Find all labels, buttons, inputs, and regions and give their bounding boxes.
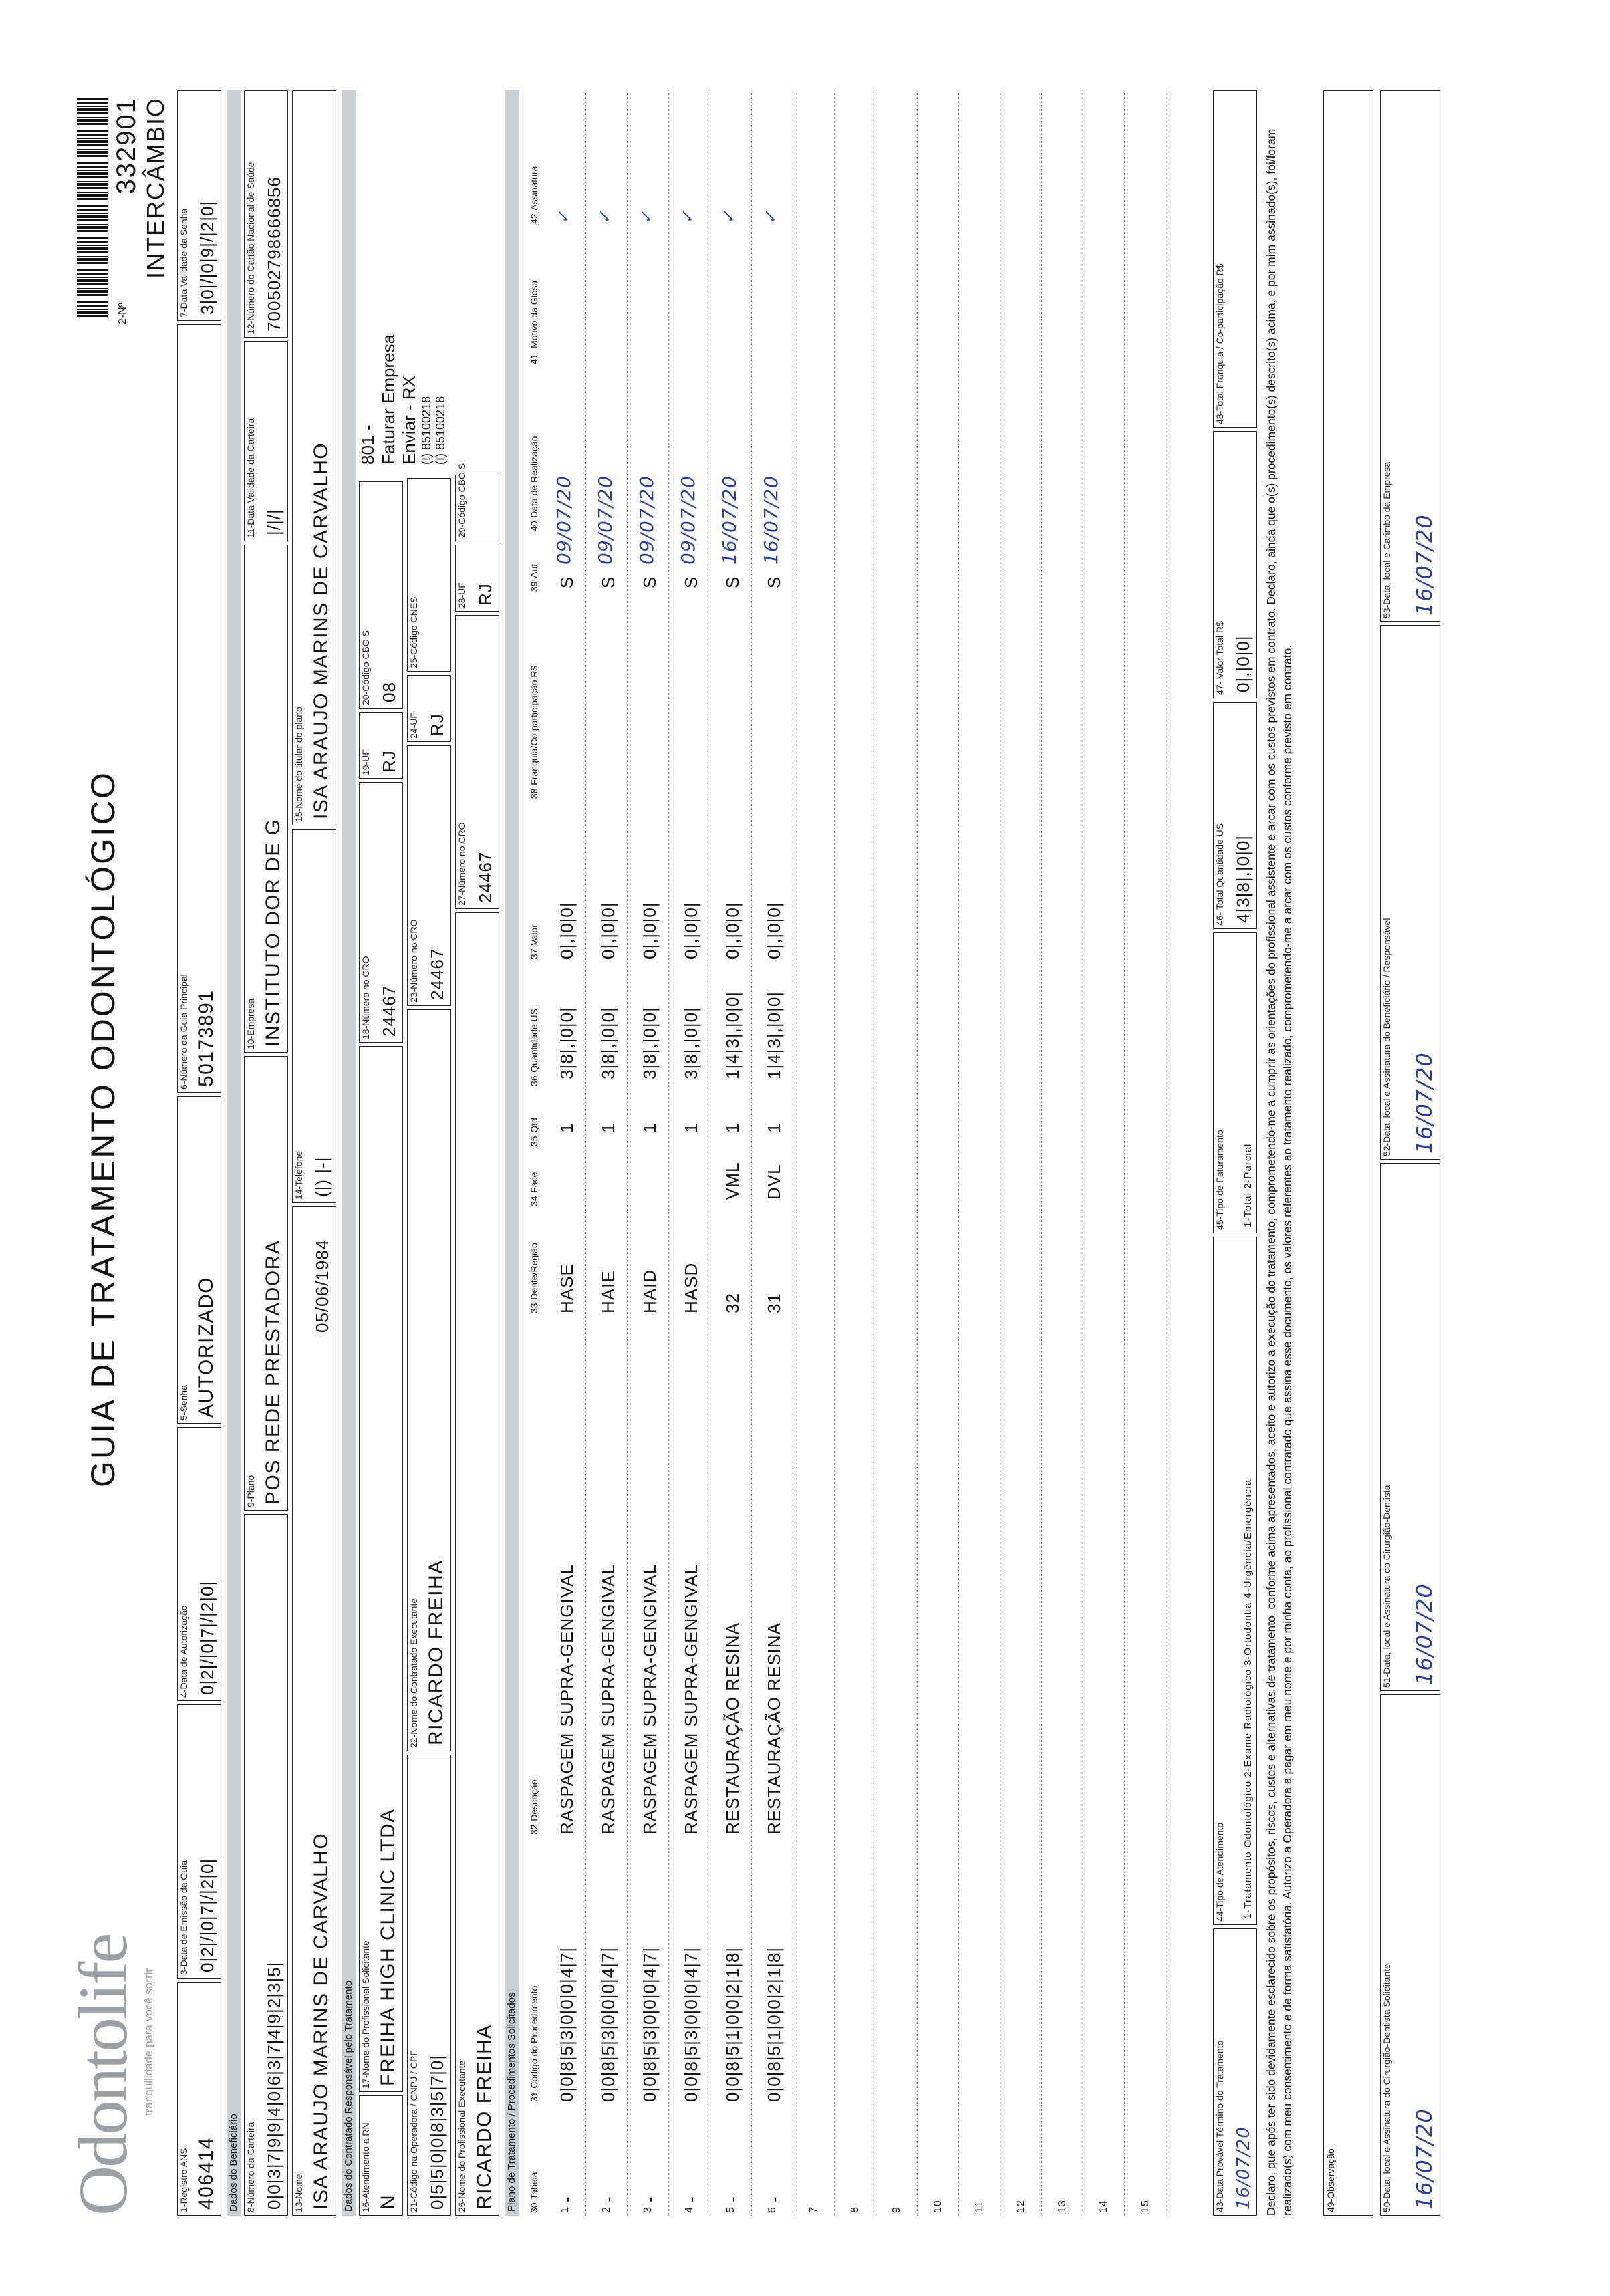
- field-plan[interactable]: 9-Plano POS REDE PRESTADORA: [244, 1056, 288, 1511]
- cell-aut[interactable]: S: [722, 576, 743, 588]
- page-title: GUIA DE TRATAMENTO ODONTOLÓGICO: [84, 771, 122, 1487]
- brand-tagline: tranquilidade para você sorrir: [142, 1968, 155, 2116]
- field-main-guide-number[interactable]: 6-Número da Guia Principal 50173891: [177, 324, 221, 1093]
- field-uf[interactable]: 19-UF RJ: [359, 712, 403, 779]
- field-health-card-number[interactable]: 12-Número do Cartão Nacional de Saúde 700502798666856: [244, 90, 288, 338]
- section-beneficiary: Dados do Beneficiário: [227, 90, 241, 2216]
- cell-sig[interactable]: ✓: [720, 209, 739, 224]
- field-observation[interactable]: 49-Observação: [1323, 90, 1373, 2216]
- cell-reg[interactable]: HAIE: [598, 1270, 618, 1313]
- field-holder-name[interactable]: 15-Nome do titular do plano ISA ARAUJO MARINS DE CARVALHO: [292, 90, 336, 825]
- cell-reg[interactable]: HASE: [557, 1263, 577, 1313]
- cell-ln: 3: [642, 2206, 654, 2213]
- field-cro-number-2[interactable]: 23-Número no CRO 24467: [407, 745, 451, 1006]
- field-cro-number-3[interactable]: 27-Número no CRO 24467: [455, 615, 499, 909]
- table-row: [1042, 90, 1083, 2216]
- cell-ln: 14: [1098, 2200, 1109, 2213]
- cell-code[interactable]: 0|0|8|5|1|0|0|2|1|8|: [722, 1946, 743, 2102]
- table-row: [710, 90, 752, 2216]
- declaration-text: Declaro, que após ter sido devidamente esclarecido sobre os propósitos, riscos, custos e alternativas de tratamento, conforme acima apresentados, aceito e autorizo a execução do tratamento, comprometendo-me a cumprir as orientações do profissional assistente e arcar com os custos previstos em contrato. Declaro, ainda que o(s) procedimento(s) descrito(s) acima, e por mim assinado(s), foi/foram realizado(s) com meu consentimento e de forma satisfatória. Autorizo a Operadora a pagar em meu nome e por minha conta, ao profissional contratado que assina esse documento, os valores referentes ao tratamento realizado, comprometendo-me a arcar com os custos conforme previsto em contrato.: [1264, 128, 1294, 2216]
- cell-qtd[interactable]: 1: [681, 1122, 701, 1133]
- cell-desc[interactable]: RASPAGEM SUPRA-GENGIVAL: [598, 1564, 618, 1835]
- signature-requesting-dentist[interactable]: 50-Data, local e Assinatura do Cirurgião-Dentista Solicitante 16/07/20: [1380, 1694, 1440, 2216]
- cell-reg[interactable]: HASD: [681, 1262, 701, 1313]
- field-expected-end-date[interactable]: 43-Data Provável Término do Tratamento 16/07/20: [1213, 1928, 1257, 2216]
- guide-number-block: [77, 97, 170, 317]
- field-emission-date[interactable]: 3-Data de Emissão da Guia 0|2|/|0|7|/|2|0|: [177, 1704, 221, 1979]
- cell-desc[interactable]: RASPAGEM SUPRA-GENGIVAL: [557, 1564, 577, 1835]
- field-newborn[interactable]: 16-Atendimento a RN N: [359, 2095, 403, 2216]
- cell-face[interactable]: VML: [722, 1162, 743, 1200]
- section-treatment-plan: Plano de Tratamento / Procedimentos Solicitados: [505, 90, 519, 2216]
- cell-aut[interactable]: S: [764, 576, 784, 588]
- cell-ln: 2: [601, 2206, 612, 2213]
- cell-us[interactable]: 3|8|,|0|0|: [681, 1007, 701, 1079]
- field-cbo[interactable]: 20-Código CBO S 08: [359, 481, 403, 709]
- cell-date[interactable]: 16/07/20: [718, 475, 741, 565]
- cell-valor[interactable]: 0|,|0|0|: [722, 902, 743, 959]
- cell-date[interactable]: 09/07/20: [636, 475, 658, 565]
- field-cbo-2[interactable]: 29-Código CBO S: [455, 475, 499, 541]
- cell-us[interactable]: 3|8|,|0|0|: [598, 1007, 618, 1079]
- field-company[interactable]: 10-Empresa INSTITUTO DOR DE G: [244, 545, 288, 1053]
- field-registro-ans[interactable]: 1-Registro ANS 406414: [177, 1982, 221, 2216]
- table-row: [835, 90, 876, 2216]
- field-card-number[interactable]: 8-Número da Carteira 0|0|3|7|9|9|4|0|6|3|7|4|9|2|3|5|: [244, 1514, 288, 2216]
- cell-date[interactable]: 09/07/20: [553, 475, 575, 565]
- cell-desc[interactable]: RESTAURAÇÃO RESINA: [764, 1622, 784, 1835]
- table-row: [752, 90, 793, 2216]
- cell-tab[interactable]: -: [722, 2196, 743, 2202]
- odontolife-logo: [63, 1928, 164, 2216]
- cell-ln: 12: [1015, 2200, 1027, 2213]
- field-operator-code[interactable]: 21-Código na Operadora / CNPJ / CPF 0|5|5|0|0|8|3|5|7|0|: [407, 1755, 451, 2216]
- field-cro-number[interactable]: 18-Número no CRO 24467: [359, 782, 403, 1043]
- table-row: [918, 90, 959, 2216]
- cell-us[interactable]: 1|4|3|,|0|0|: [764, 991, 784, 1079]
- table-row: [1125, 90, 1166, 2216]
- procedures-table: [525, 90, 1166, 2216]
- cell-tab[interactable]: -: [598, 2196, 618, 2202]
- table-row: [586, 90, 628, 2216]
- cell-tab[interactable]: -: [681, 2196, 701, 2202]
- cell-qtd[interactable]: 1: [764, 1122, 784, 1133]
- cell-valor[interactable]: 0|,|0|0|: [764, 902, 784, 959]
- field-total-us[interactable]: 46- Total Quantidade US 4|3|8|,|0|0|: [1213, 702, 1257, 929]
- field-password[interactable]: 5-Senha AUTORIZADO: [177, 1096, 221, 1424]
- cell-us[interactable]: 1|4|3|,|0|0|: [722, 991, 743, 1079]
- cell-reg[interactable]: HAID: [640, 1269, 660, 1313]
- cell-valor[interactable]: 0|,|0|0|: [681, 902, 701, 959]
- table-row: [793, 90, 835, 2216]
- table-row: [876, 90, 918, 2216]
- signature-beneficiary[interactable]: 52-Data, local e Assinatura do Beneficiário / Responsável 16/07/20: [1380, 625, 1440, 1160]
- cell-us[interactable]: 3|8|,|0|0|: [557, 1007, 577, 1079]
- cell-valor[interactable]: 0|,|0|0|: [640, 902, 660, 959]
- table-row: [669, 90, 710, 2216]
- cell-valor[interactable]: 0|,|0|0|: [557, 902, 577, 959]
- cell-ln: 4: [684, 2206, 695, 2213]
- field-billing-type[interactable]: 45-Tipo de Faturamento 1-Total 2-Parcial: [1213, 932, 1257, 1233]
- field-executing-contractor[interactable]: 22-Nome do Contratado Executante RICARDO FREIHA: [407, 1009, 451, 1751]
- table-row: [545, 90, 586, 2216]
- treatment-guide-form: [63, 90, 1500, 2216]
- cell-desc[interactable]: RESTAURAÇÃO RESINA: [722, 1622, 743, 1835]
- billing-note: 801 - Faturar Empresa Enviar - RX (I) 85100218 (I) 85100218: [358, 334, 447, 465]
- procedures-header: 30-Tabela 31-Código do Procedimento 32-Descrição 33-Dente/Região 34-Face 35-Qtd 36-Quantidade US 37-Valor 38-Franquia/Co-participação R$ 39-Aut 40-Data de Realização 41- Motivo da Glosa 42-Assinatura: [529, 166, 539, 2213]
- field-total-franchise[interactable]: 48-Total Franquia / Co-participação R$: [1213, 90, 1257, 428]
- birth-date: 05/06/1984: [312, 1239, 332, 1333]
- guide-number: 332901: [112, 97, 141, 195]
- cell-face[interactable]: DVL: [764, 1164, 784, 1200]
- field-service-type[interactable]: 44-Tipo de Atendimento 1-Tratamento Odontológico 2-Exame Radiológico 3-Ortodontia 4-Urgência/Emergência: [1213, 1237, 1257, 1925]
- cell-aut[interactable]: S: [681, 576, 701, 588]
- cell-code[interactable]: 0|0|8|5|1|0|0|2|1|8|: [764, 1946, 784, 2102]
- guide-number-label: 2-Nº: [117, 303, 128, 324]
- cell-tab[interactable]: -: [640, 2196, 660, 2202]
- cell-reg[interactable]: 31: [764, 1293, 784, 1313]
- cell-code[interactable]: 0|0|8|5|3|0|0|0|4|7|: [557, 1946, 577, 2102]
- cell-ln: 15: [1139, 2200, 1151, 2213]
- cell-sig[interactable]: ✓: [596, 209, 614, 224]
- field-authorization-date[interactable]: 4-Data de Autorização 0|2|/|0|7|/|2|0|: [177, 1427, 221, 1701]
- cell-code[interactable]: 0|0|8|5|3|0|0|0|4|7|: [598, 1946, 618, 2102]
- brand-name: Odontolife: [65, 1934, 142, 2216]
- cell-ln: 10: [932, 2200, 944, 2213]
- field-password-validity[interactable]: 7-Data Validade da Senha 3|0|/|0|9|/|2|0|: [177, 90, 221, 321]
- cell-ln: 9: [891, 2206, 902, 2213]
- cell-desc[interactable]: RASPAGEM SUPRA-GENGIVAL: [681, 1564, 701, 1835]
- cell-sig[interactable]: ✓: [638, 209, 656, 224]
- field-card-validity[interactable]: 11-Data Validade da Carteira |/|/|: [244, 341, 288, 541]
- cell-ln: 6: [767, 2206, 778, 2213]
- cell-ln: 7: [808, 2206, 819, 2213]
- barcode-icon: [77, 97, 108, 317]
- cell-reg[interactable]: 32: [722, 1293, 743, 1313]
- cell-date[interactable]: 09/07/20: [594, 475, 616, 565]
- stamp-company[interactable]: 53-Data, local e Carimbo da Empresa 16/07/20: [1380, 90, 1440, 622]
- cell-valor[interactable]: 0|,|0|0|: [598, 902, 618, 959]
- cell-aut[interactable]: S: [598, 576, 618, 588]
- signature-dentist[interactable]: 51-Data, local e Assinatura do Cirurgião-Dentista 16/07/20: [1380, 1163, 1440, 1691]
- table-row: [628, 90, 669, 2216]
- cell-code[interactable]: 0|0|8|5|3|0|0|0|4|7|: [681, 1946, 701, 2102]
- cell-date[interactable]: 09/07/20: [677, 475, 699, 565]
- cell-desc[interactable]: RASPAGEM SUPRA-GENGIVAL: [640, 1564, 660, 1835]
- cell-ln: 1: [559, 2206, 571, 2213]
- cell-code[interactable]: 0|0|8|5|3|0|0|0|4|7|: [640, 1946, 660, 2102]
- cell-ln: 5: [725, 2206, 736, 2213]
- cell-qtd[interactable]: 1: [722, 1122, 743, 1133]
- field-requesting-professional[interactable]: 17-Nome do Profissional Solicitante FREIHA HIGH CLINIC LTDA: [359, 1046, 403, 2092]
- field-total-value[interactable]: 47- Valor Total R$ 0|,|0|0|: [1213, 431, 1257, 698]
- cell-aut[interactable]: S: [557, 576, 577, 588]
- cell-tab[interactable]: -: [557, 2196, 577, 2202]
- cell-date[interactable]: 16/07/20: [760, 475, 782, 565]
- field-uf-2[interactable]: 24-UF RJ: [407, 675, 451, 742]
- cell-sig[interactable]: ✓: [762, 209, 780, 224]
- cell-sig[interactable]: ✓: [679, 209, 697, 224]
- cell-qtd[interactable]: 1: [598, 1122, 618, 1133]
- cell-tab[interactable]: -: [764, 2196, 784, 2202]
- field-phone[interactable]: 14-Telefone (|) |-|: [292, 829, 336, 1203]
- cell-ln: 11: [974, 2200, 985, 2213]
- section-contracted: Dados do Contratado Responsável pelo Tratamento: [342, 90, 356, 2216]
- field-executing-professional[interactable]: 26-Nome do Profissional Executante RICARDO FREIHA: [455, 912, 499, 2216]
- field-cnes[interactable]: 25-Código CNES: [407, 478, 451, 672]
- table-row: [959, 90, 1000, 2216]
- cell-ln: 13: [1057, 2200, 1068, 2213]
- intercambio-label: INTERCÂMBIO: [142, 97, 169, 279]
- cell-qtd[interactable]: 1: [557, 1122, 577, 1133]
- field-name[interactable]: 13-Nome ISA ARAUJO MARINS DE CARVALHO 05/06/1984: [292, 1206, 336, 2216]
- table-row: [1000, 90, 1042, 2216]
- cell-us[interactable]: 3|8|,|0|0|: [640, 1007, 660, 1079]
- cell-sig[interactable]: ✓: [555, 209, 573, 224]
- procedures-rows: [545, 90, 1166, 2216]
- table-row: [1083, 90, 1125, 2216]
- cell-aut[interactable]: S: [640, 576, 660, 588]
- cell-ln: 8: [849, 2206, 861, 2213]
- field-uf-3[interactable]: 28-UF RJ: [455, 545, 499, 612]
- cell-qtd[interactable]: 1: [640, 1122, 660, 1133]
